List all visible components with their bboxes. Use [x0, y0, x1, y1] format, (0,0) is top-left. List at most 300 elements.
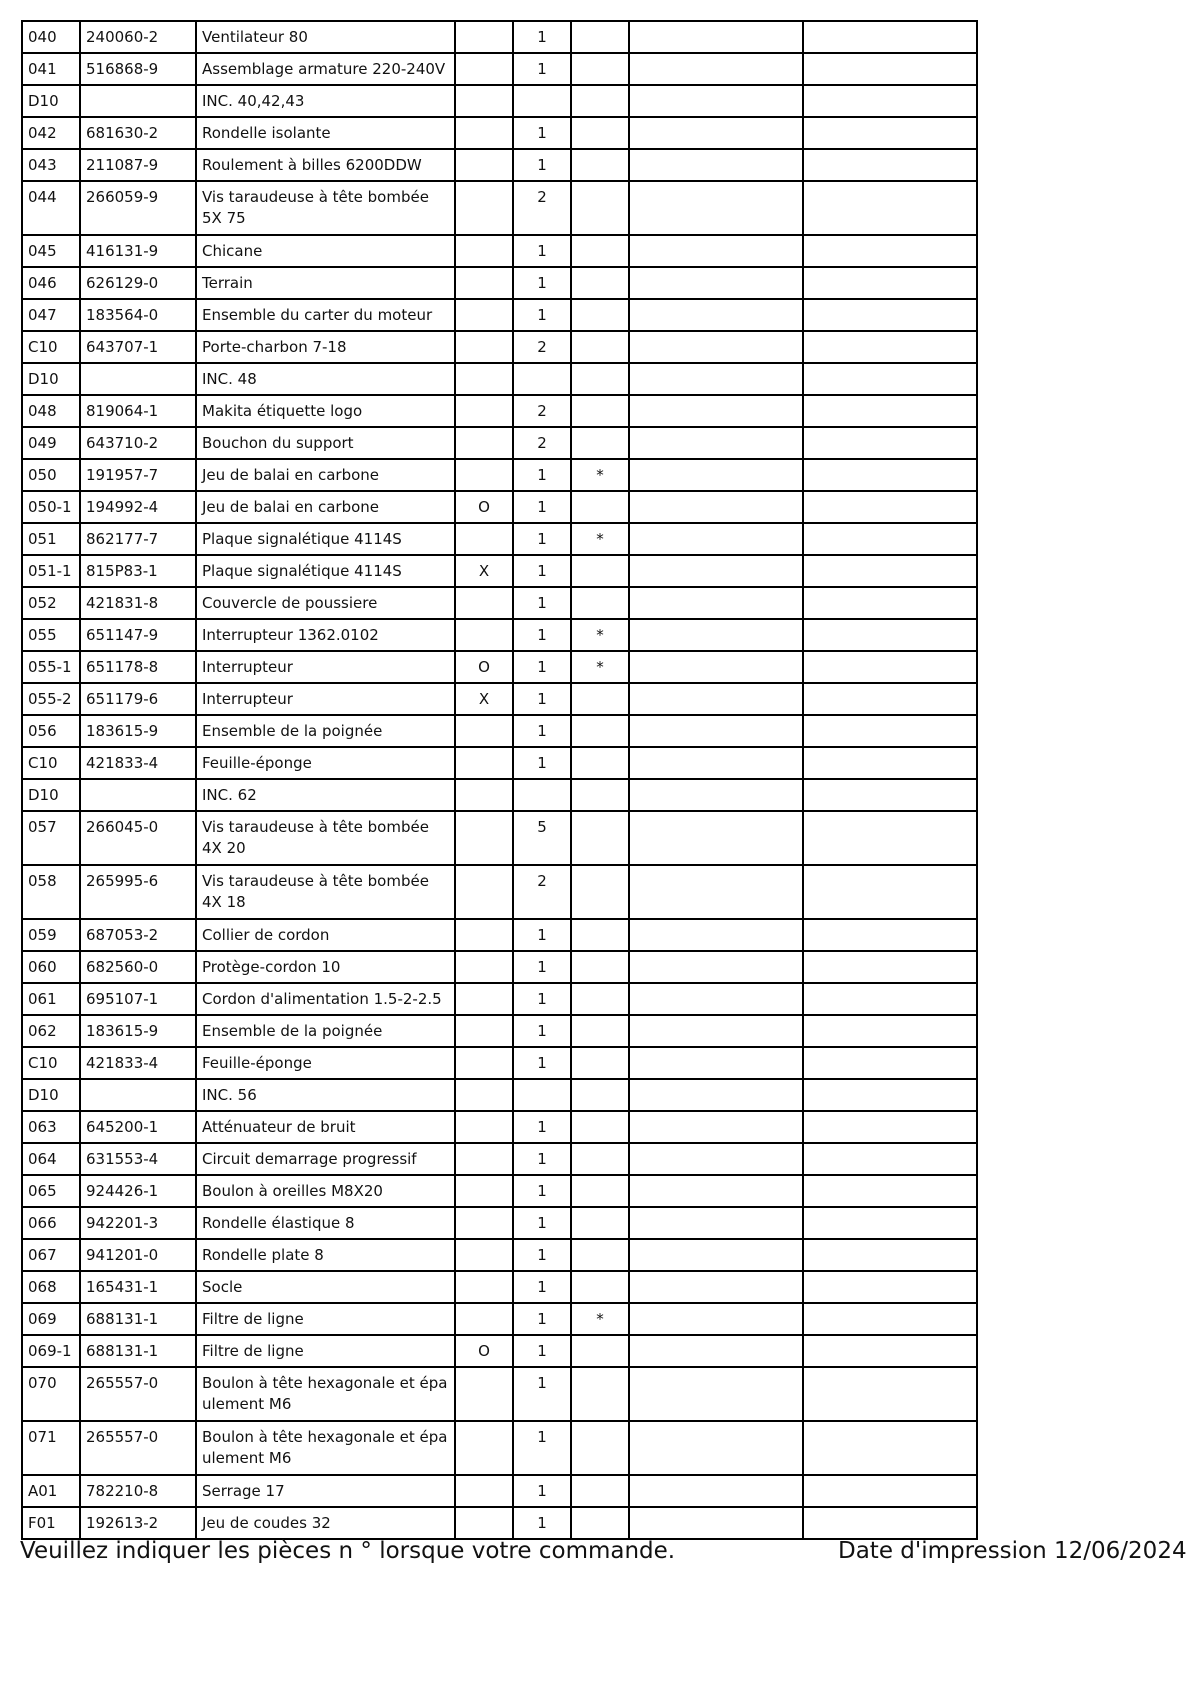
description-cell: Plaque signalétique 4114S: [196, 555, 455, 587]
part-number-cell: 191957-7: [80, 459, 196, 491]
extra-cell-1: [629, 1475, 803, 1507]
note-cell: [571, 149, 629, 181]
extra-cell-1: [629, 363, 803, 395]
quantity-cell: 1: [513, 53, 571, 85]
item-number-cell: 041: [22, 53, 80, 85]
table-row: [22, 1079, 977, 1111]
part-number-cell: 681630-2: [80, 117, 196, 149]
extra-cell-1: [629, 1421, 803, 1475]
item-number-cell: 049: [22, 427, 80, 459]
extra-cell-2: [803, 299, 977, 331]
part-number-cell: 421833-4: [80, 1047, 196, 1079]
extra-cell-2: [803, 1015, 977, 1047]
extra-cell-1: [629, 951, 803, 983]
table-row: [22, 1175, 977, 1207]
extra-cell-2: [803, 149, 977, 181]
variant-cell: [455, 459, 513, 491]
table-row: [22, 21, 977, 53]
variant-cell: [455, 919, 513, 951]
variant-cell: [455, 181, 513, 235]
note-cell: [571, 919, 629, 951]
extra-cell-2: [803, 983, 977, 1015]
item-number-cell: C10: [22, 747, 80, 779]
quantity-cell: 2: [513, 865, 571, 919]
part-number-cell: 645200-1: [80, 1111, 196, 1143]
extra-cell-1: [629, 395, 803, 427]
table-row: [22, 1207, 977, 1239]
note-cell: *: [571, 651, 629, 683]
extra-cell-1: [629, 1047, 803, 1079]
description-cell: Socle: [196, 1271, 455, 1303]
description-cell: Boulon à tête hexagonale et épa ulement M6: [196, 1367, 455, 1421]
extra-cell-2: [803, 1507, 977, 1539]
description-cell: Serrage 17: [196, 1475, 455, 1507]
item-number-cell: 056: [22, 715, 80, 747]
part-number-cell: 240060-2: [80, 21, 196, 53]
variant-cell: [455, 1079, 513, 1111]
item-number-cell: D10: [22, 85, 80, 117]
extra-cell-1: [629, 811, 803, 865]
table-row: [22, 1239, 977, 1271]
note-cell: [571, 363, 629, 395]
quantity-cell: 1: [513, 747, 571, 779]
variant-cell: O: [455, 491, 513, 523]
table-row: [22, 1507, 977, 1539]
note-cell: [571, 983, 629, 1015]
variant-cell: [455, 1475, 513, 1507]
extra-cell-1: [629, 267, 803, 299]
quantity-cell: 1: [513, 1507, 571, 1539]
part-number-cell: 183615-9: [80, 1015, 196, 1047]
quantity-cell: 1: [513, 683, 571, 715]
quantity-cell: 1: [513, 1015, 571, 1047]
note-cell: [571, 1079, 629, 1111]
description-cell: Circuit demarrage progressif: [196, 1143, 455, 1175]
extra-cell-2: [803, 747, 977, 779]
note-cell: [571, 587, 629, 619]
note-cell: *: [571, 523, 629, 555]
table-row: [22, 363, 977, 395]
description-cell: Vis taraudeuse à tête bombée 4X 20: [196, 811, 455, 865]
item-number-cell: 070: [22, 1367, 80, 1421]
part-number-cell: 183564-0: [80, 299, 196, 331]
item-number-cell: 048: [22, 395, 80, 427]
table-row: [22, 149, 977, 181]
extra-cell-1: [629, 1175, 803, 1207]
quantity-cell: 1: [513, 983, 571, 1015]
table-row: [22, 53, 977, 85]
part-number-cell: 516868-9: [80, 53, 196, 85]
quantity-cell: 1: [513, 459, 571, 491]
variant-cell: [455, 811, 513, 865]
description-cell: Terrain: [196, 267, 455, 299]
extra-cell-2: [803, 555, 977, 587]
table-row: [22, 1421, 977, 1475]
extra-cell-2: [803, 1303, 977, 1335]
note-cell: *: [571, 1303, 629, 1335]
item-number-cell: 068: [22, 1271, 80, 1303]
variant-cell: [455, 715, 513, 747]
note-cell: [571, 865, 629, 919]
item-number-cell: 061: [22, 983, 80, 1015]
table-row: [22, 951, 977, 983]
description-cell: Assemblage armature 220-240V: [196, 53, 455, 85]
description-cell: Ensemble du carter du moteur: [196, 299, 455, 331]
part-number-cell: 416131-9: [80, 235, 196, 267]
part-number-cell: 941201-0: [80, 1239, 196, 1271]
table-row: [22, 747, 977, 779]
note-cell: [571, 811, 629, 865]
table-row: [22, 983, 977, 1015]
table-row: [22, 235, 977, 267]
part-number-cell: 631553-4: [80, 1143, 196, 1175]
extra-cell-1: [629, 117, 803, 149]
variant-cell: [455, 1111, 513, 1143]
note-cell: *: [571, 619, 629, 651]
note-cell: [571, 53, 629, 85]
variant-cell: [455, 331, 513, 363]
variant-cell: [455, 85, 513, 117]
quantity-cell: 1: [513, 523, 571, 555]
note-cell: [571, 85, 629, 117]
part-number-cell: 682560-0: [80, 951, 196, 983]
table-row: [22, 1475, 977, 1507]
table-row: [22, 395, 977, 427]
item-number-cell: D10: [22, 363, 80, 395]
quantity-cell: 1: [513, 235, 571, 267]
description-cell: Jeu de coudes 32: [196, 1507, 455, 1539]
table-row: [22, 1367, 977, 1421]
part-number-cell: 942201-3: [80, 1207, 196, 1239]
extra-cell-1: [629, 21, 803, 53]
extra-cell-2: [803, 683, 977, 715]
variant-cell: [455, 363, 513, 395]
note-cell: *: [571, 459, 629, 491]
extra-cell-2: [803, 619, 977, 651]
description-cell: INC. 48: [196, 363, 455, 395]
extra-cell-2: [803, 951, 977, 983]
part-number-cell: 421833-4: [80, 747, 196, 779]
part-number-cell: 421831-8: [80, 587, 196, 619]
part-number-cell: [80, 363, 196, 395]
part-number-cell: 688131-1: [80, 1303, 196, 1335]
item-number-cell: 058: [22, 865, 80, 919]
table-row: [22, 865, 977, 919]
extra-cell-1: [629, 1079, 803, 1111]
part-number-cell: 695107-1: [80, 983, 196, 1015]
extra-cell-2: [803, 181, 977, 235]
table-row: [22, 1015, 977, 1047]
variant-cell: [455, 1015, 513, 1047]
description-cell: Chicane: [196, 235, 455, 267]
item-number-cell: 066: [22, 1207, 80, 1239]
note-cell: [571, 1175, 629, 1207]
extra-cell-2: [803, 1079, 977, 1111]
extra-cell-2: [803, 331, 977, 363]
note-cell: [571, 1111, 629, 1143]
part-number-cell: 192613-2: [80, 1507, 196, 1539]
variant-cell: [455, 149, 513, 181]
variant-cell: [455, 779, 513, 811]
part-number-cell: 687053-2: [80, 919, 196, 951]
variant-cell: [455, 1421, 513, 1475]
quantity-cell: 2: [513, 181, 571, 235]
quantity-cell: 1: [513, 1143, 571, 1175]
extra-cell-1: [629, 181, 803, 235]
part-number-cell: 643710-2: [80, 427, 196, 459]
quantity-cell: 1: [513, 715, 571, 747]
description-cell: Makita étiquette logo: [196, 395, 455, 427]
description-cell: Ensemble de la poignée: [196, 1015, 455, 1047]
part-number-cell: 862177-7: [80, 523, 196, 555]
extra-cell-1: [629, 299, 803, 331]
part-number-cell: 651179-6: [80, 683, 196, 715]
description-cell: INC. 56: [196, 1079, 455, 1111]
note-cell: [571, 267, 629, 299]
extra-cell-1: [629, 1271, 803, 1303]
extra-cell-1: [629, 865, 803, 919]
quantity-cell: 1: [513, 1207, 571, 1239]
extra-cell-1: [629, 715, 803, 747]
item-number-cell: 069: [22, 1303, 80, 1335]
variant-cell: X: [455, 683, 513, 715]
variant-cell: [455, 395, 513, 427]
extra-cell-2: [803, 865, 977, 919]
note-cell: [571, 395, 629, 427]
table-row: [22, 331, 977, 363]
table-row: [22, 587, 977, 619]
description-cell: Jeu de balai en carbone: [196, 459, 455, 491]
item-number-cell: 065: [22, 1175, 80, 1207]
quantity-cell: 1: [513, 555, 571, 587]
quantity-cell: 1: [513, 651, 571, 683]
item-number-cell: 050: [22, 459, 80, 491]
variant-cell: [455, 1271, 513, 1303]
table-row: [22, 1335, 977, 1367]
quantity-cell: 2: [513, 395, 571, 427]
table-row: [22, 1143, 977, 1175]
quantity-cell: 1: [513, 1175, 571, 1207]
variant-cell: [455, 235, 513, 267]
quantity-cell: 1: [513, 299, 571, 331]
description-cell: Boulon à oreilles M8X20: [196, 1175, 455, 1207]
table-row: [22, 427, 977, 459]
extra-cell-1: [629, 555, 803, 587]
extra-cell-2: [803, 1207, 977, 1239]
item-number-cell: F01: [22, 1507, 80, 1539]
extra-cell-2: [803, 587, 977, 619]
note-cell: [571, 117, 629, 149]
extra-cell-1: [629, 1367, 803, 1421]
description-cell: Boulon à tête hexagonale et épa ulement M6: [196, 1421, 455, 1475]
item-number-cell: 067: [22, 1239, 80, 1271]
item-number-cell: 064: [22, 1143, 80, 1175]
variant-cell: [455, 951, 513, 983]
description-cell: Ensemble de la poignée: [196, 715, 455, 747]
extra-cell-2: [803, 1175, 977, 1207]
quantity-cell: 1: [513, 117, 571, 149]
table-row: [22, 919, 977, 951]
quantity-cell: 1: [513, 619, 571, 651]
description-cell: Rondelle isolante: [196, 117, 455, 149]
table-row: [22, 1111, 977, 1143]
item-number-cell: 045: [22, 235, 80, 267]
extra-cell-2: [803, 811, 977, 865]
description-cell: Filtre de ligne: [196, 1303, 455, 1335]
note-cell: [571, 235, 629, 267]
extra-cell-1: [629, 983, 803, 1015]
description-cell: INC. 40,42,43: [196, 85, 455, 117]
quantity-cell: 1: [513, 1271, 571, 1303]
quantity-cell: 1: [513, 21, 571, 53]
variant-cell: [455, 747, 513, 779]
description-cell: Rondelle élastique 8: [196, 1207, 455, 1239]
table-row: [22, 523, 977, 555]
quantity-cell: 1: [513, 1303, 571, 1335]
extra-cell-2: [803, 53, 977, 85]
description-cell: Rondelle plate 8: [196, 1239, 455, 1271]
part-number-cell: 924426-1: [80, 1175, 196, 1207]
table-row: [22, 267, 977, 299]
note-cell: [571, 21, 629, 53]
item-number-cell: 042: [22, 117, 80, 149]
description-cell: Interrupteur: [196, 651, 455, 683]
quantity-cell: 1: [513, 1239, 571, 1271]
item-number-cell: D10: [22, 779, 80, 811]
extra-cell-1: [629, 1335, 803, 1367]
extra-cell-1: [629, 149, 803, 181]
note-cell: [571, 181, 629, 235]
note-cell: [571, 555, 629, 587]
extra-cell-2: [803, 235, 977, 267]
note-cell: [571, 1367, 629, 1421]
extra-cell-2: [803, 427, 977, 459]
extra-cell-1: [629, 331, 803, 363]
part-number-cell: 626129-0: [80, 267, 196, 299]
note-cell: [571, 299, 629, 331]
item-number-cell: D10: [22, 1079, 80, 1111]
extra-cell-1: [629, 1015, 803, 1047]
extra-cell-1: [629, 1507, 803, 1539]
item-number-cell: 062: [22, 1015, 80, 1047]
description-cell: Bouchon du support: [196, 427, 455, 459]
table-row: [22, 181, 977, 235]
quantity-cell: 1: [513, 919, 571, 951]
part-number-cell: [80, 1079, 196, 1111]
note-cell: [571, 1015, 629, 1047]
part-number-cell: 819064-1: [80, 395, 196, 427]
note-cell: [571, 1475, 629, 1507]
variant-cell: X: [455, 555, 513, 587]
quantity-cell: [513, 1079, 571, 1111]
quantity-cell: 1: [513, 1111, 571, 1143]
extra-cell-1: [629, 53, 803, 85]
note-cell: [571, 1507, 629, 1539]
description-cell: Interrupteur: [196, 683, 455, 715]
note-cell: [571, 747, 629, 779]
table-row: [22, 117, 977, 149]
note-cell: [571, 331, 629, 363]
order-instruction-note: Veuillez indiquer les pièces n ° lorsque votre commande.: [20, 1538, 676, 1564]
description-cell: Jeu de balai en carbone: [196, 491, 455, 523]
table-row: [22, 1047, 977, 1079]
variant-cell: O: [455, 1335, 513, 1367]
extra-cell-2: [803, 919, 977, 951]
item-number-cell: C10: [22, 331, 80, 363]
part-number-cell: 183615-9: [80, 715, 196, 747]
extra-cell-2: [803, 1239, 977, 1271]
extra-cell-2: [803, 85, 977, 117]
note-cell: [571, 1143, 629, 1175]
note-cell: [571, 491, 629, 523]
part-number-cell: 265557-0: [80, 1367, 196, 1421]
part-number-cell: 194992-4: [80, 491, 196, 523]
item-number-cell: 050-1: [22, 491, 80, 523]
extra-cell-1: [629, 427, 803, 459]
table-row: [22, 715, 977, 747]
variant-cell: [455, 1303, 513, 1335]
extra-cell-2: [803, 1111, 977, 1143]
part-number-cell: [80, 85, 196, 117]
quantity-cell: [513, 363, 571, 395]
extra-cell-1: [629, 919, 803, 951]
extra-cell-2: [803, 1367, 977, 1421]
description-cell: Collier de cordon: [196, 919, 455, 951]
extra-cell-2: [803, 523, 977, 555]
extra-cell-1: [629, 459, 803, 491]
extra-cell-1: [629, 619, 803, 651]
variant-cell: [455, 21, 513, 53]
variant-cell: [455, 267, 513, 299]
item-number-cell: 063: [22, 1111, 80, 1143]
item-number-cell: 059: [22, 919, 80, 951]
note-cell: [571, 779, 629, 811]
table-row: [22, 811, 977, 865]
variant-cell: [455, 983, 513, 1015]
extra-cell-2: [803, 363, 977, 395]
variant-cell: [455, 1175, 513, 1207]
table-row: [22, 555, 977, 587]
variant-cell: [455, 523, 513, 555]
quantity-cell: 1: [513, 149, 571, 181]
item-number-cell: C10: [22, 1047, 80, 1079]
description-cell: Protège-cordon 10: [196, 951, 455, 983]
part-number-cell: 165431-1: [80, 1271, 196, 1303]
part-number-cell: 265557-0: [80, 1421, 196, 1475]
extra-cell-2: [803, 1271, 977, 1303]
extra-cell-2: [803, 1335, 977, 1367]
table-row: [22, 683, 977, 715]
extra-cell-1: [629, 1303, 803, 1335]
note-cell: [571, 1271, 629, 1303]
variant-cell: O: [455, 651, 513, 683]
part-number-cell: 688131-1: [80, 1335, 196, 1367]
extra-cell-2: [803, 1047, 977, 1079]
extra-cell-2: [803, 651, 977, 683]
description-cell: Feuille-éponge: [196, 1047, 455, 1079]
part-number-cell: 266045-0: [80, 811, 196, 865]
item-number-cell: 069-1: [22, 1335, 80, 1367]
note-cell: [571, 427, 629, 459]
extra-cell-1: [629, 1111, 803, 1143]
item-number-cell: 071: [22, 1421, 80, 1475]
note-cell: [571, 1239, 629, 1271]
item-number-cell: 043: [22, 149, 80, 181]
quantity-cell: 1: [513, 1335, 571, 1367]
part-number-cell: 782210-8: [80, 1475, 196, 1507]
variant-cell: [455, 619, 513, 651]
parts-list-table: [21, 20, 978, 1540]
